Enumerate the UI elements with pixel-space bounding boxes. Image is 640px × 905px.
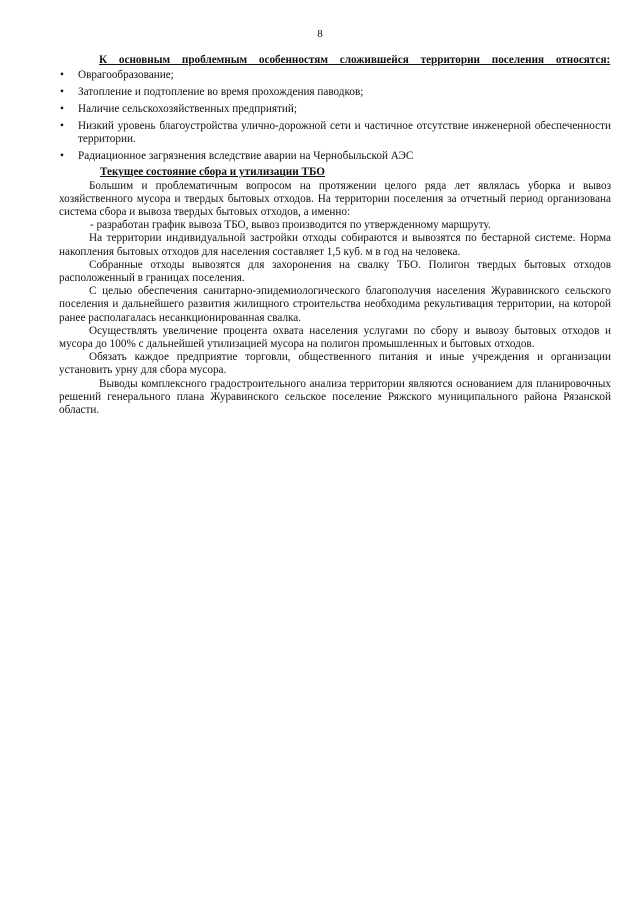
list-item-text: Низкий уровень благоустройства улично-дорожной сети и частичное отсутствие инженерной обеспеченности территории. [78,119,611,145]
waste-paragraph: Осуществлять увеличение процента охвата населения услугами по сбору и вывозу бытовых отходов и мусора до 100% с дальнейшей утилизацией мусора на полигон промышленных и бытовых отходов. [59,324,611,351]
bullet-icon: • [60,102,64,115]
waste-paragraph: На территории индивидуальной застройки отходы собираются и вывозятся по бестарной системе. Норма накопления бытовых отходов для населения составляет 1,5 куб. м в год на человека. [59,232,611,258]
bullet-icon: • [60,69,64,82]
list-item-text: Наличие сельскохозяйственных предприятий; [78,102,297,115]
waste-paragraph: Большим и проблематичным вопросом на протяжении целого ряда лет являлась уборка и вывоз хозяйственного мусора и твердых бытовых отходов. На территории поселения за отчетный период организована система сбора и вывоза твердых бытовых отходов, а именно: [59,179,611,218]
waste-paragraph: Собранные отходы вывозятся для захоронения на свалку ТБО. Полигон твердых бытовых отходов расположенный в границах поселения. [59,258,611,285]
bullet-icon: • [60,86,64,98]
page-number: 8 [317,28,323,40]
list-item [59,103,611,116]
list-item [59,86,611,99]
list-item [59,150,611,163]
waste-paragraph: - разработан график вывоза ТБО, вывоз производится по утвержденному маршруту. [90,219,491,232]
list-item-text: Затопление и подтопление во время прохождения паводков; [78,86,364,98]
list-item [59,120,611,146]
waste-paragraph: С целью обеспечения санитарно-эпидемиологического благополучия населения Журавинского сельского поселения и дальнейшего развития жилищного строительства необходима рекультивация территории, на которой ранее располагалась несанкционированная свалка. [59,285,611,324]
bullet-icon: • [60,119,64,132]
bullet-icon: • [60,149,64,162]
list-item-text: Радиационное загрязнения вследствие аварии на Чернобыльской АЭС [78,149,414,162]
problems-heading: К основным проблемным особенностям сложившейся территории поселения относятся: [99,54,611,66]
conclusion-paragraph: Выводы комплексного градостроительного анализа территории являются основанием для планировочных решений генерального плана Журавинского сельское поселение Ряжского муниципального района Рязанской области. [59,377,611,417]
document-body [59,54,611,417]
list-item-text: Оврагообразование; [78,69,174,82]
waste-paragraph: Обязать каждое предприятие торговли, общественного питания и иные учреждения и организации установить урну для сбора мусора. [59,351,611,377]
problems-list [59,69,611,163]
waste-heading: Текущее состояние сбора и утилизации ТБО [100,166,325,179]
list-item [59,69,611,82]
